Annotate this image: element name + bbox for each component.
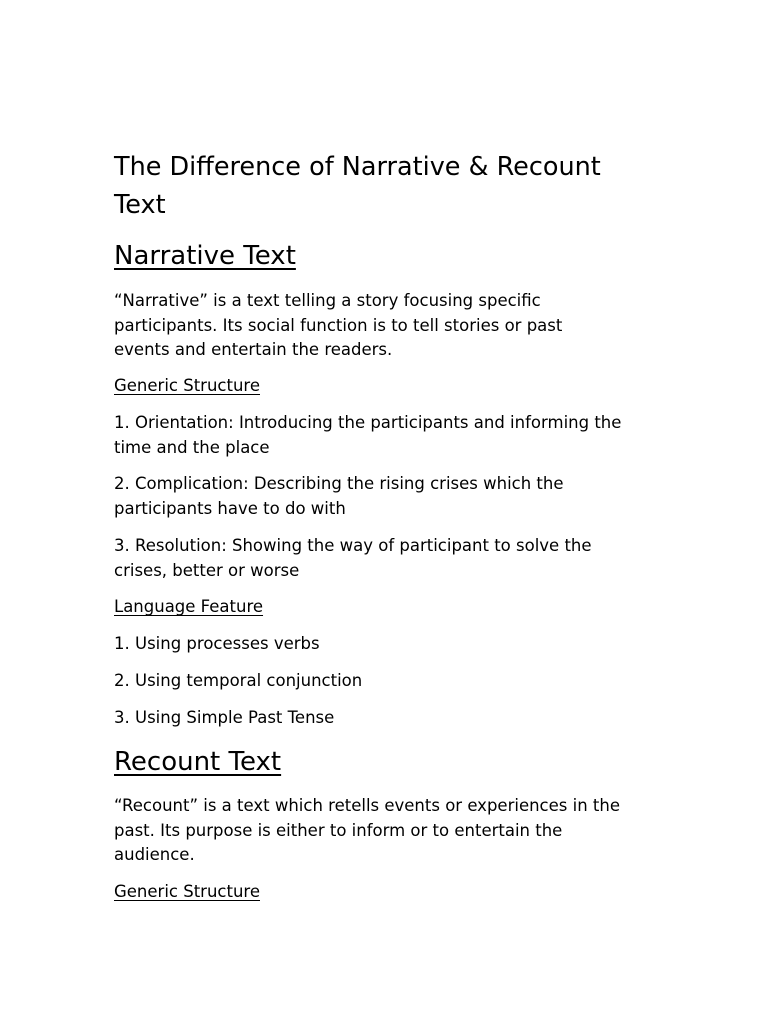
- narrative-feature-item: 2. Using temporal conjunction: [114, 671, 363, 690]
- document-title: [114, 148, 601, 224]
- title-line: Text: [114, 190, 166, 220]
- narrative-heading: Narrative Text: [114, 241, 296, 271]
- narrative-language-feature-heading: Language Feature: [114, 597, 264, 616]
- narrative-definition-line: events and entertain the readers.: [114, 340, 393, 359]
- structure-item-line: crises, better or worse: [114, 560, 300, 580]
- recount-definition: [114, 794, 620, 868]
- structure-item-line: 1. Orientation: Introducing the participants and informing the: [114, 413, 622, 432]
- structure-item-line: participants have to do with: [114, 498, 346, 518]
- recount-definition-line: “Recount” is a text which retells events or experiences in the: [114, 796, 620, 815]
- narrative-feature-item: 1. Using processes verbs: [114, 634, 320, 653]
- narrative-structure-item: [114, 472, 564, 521]
- recount-definition-line: past. Its purpose is either to inform or to entertain the: [114, 820, 563, 840]
- narrative-feature-item: 3. Using Simple Past Tense: [114, 708, 335, 727]
- narrative-definition-line: “Narrative” is a text telling a story focusing specific: [114, 291, 541, 310]
- recount-generic-structure-heading: Generic Structure: [114, 882, 260, 901]
- narrative-generic-structure-heading: Generic Structure: [114, 376, 260, 395]
- narrative-definition-line: participants. Its social function is to tell stories or past: [114, 315, 563, 335]
- structure-item-line: time and the place: [114, 437, 270, 457]
- narrative-structure-item: [114, 411, 621, 460]
- narrative-definition: [114, 289, 562, 363]
- narrative-structure-item: [114, 534, 592, 583]
- structure-item-line: 2. Complication: Describing the rising crises which the: [114, 474, 564, 493]
- structure-item-line: 3. Resolution: Showing the way of participant to solve the: [114, 536, 592, 555]
- title-line: The Difference of Narrative & Recount: [114, 152, 601, 182]
- recount-heading: Recount Text: [114, 747, 282, 777]
- recount-definition-line: audience.: [114, 845, 195, 864]
